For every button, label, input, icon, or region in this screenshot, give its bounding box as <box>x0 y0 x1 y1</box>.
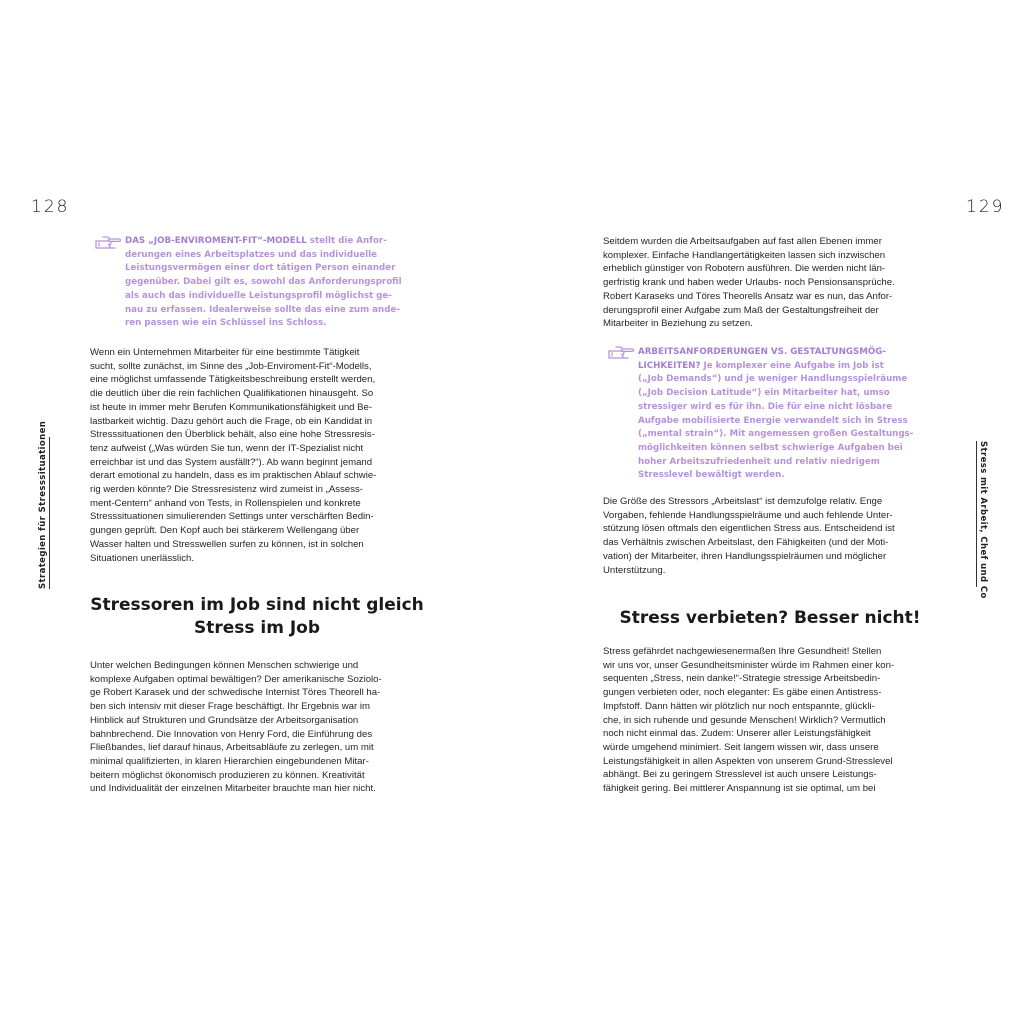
section-heading: Stressoren im Job sind nicht gleich Stress im Job <box>90 595 424 638</box>
paragraph: Stress gefährdet nachgewiesenermaßen Ihre Gesundheit! Stellen wir uns vor, unser Gesundheitsminister würde im Rahmen einer kon- sequenten „Stress, nein danke!“-Strategie stressige Arbeitsbedin- gungen verbieten oder, noch eleganter: Es gäbe einen Antistress- Impfstoff. Dann hätten wir plötzlich nur noch entspannte, glückli- che, in sich ruhende und gesunde Menschen! Wirklich? Vermutlich noch nicht einmal das. Zudem: Unserer aller Leistungsfähigkeit würde umgehend minimiert. Seit langem wissen wir, dass unsere Leistungsfähigkeit in allen Aspekten von unserem Grund-Stresslevel abhängt. Bei zu geringem Stresslevel ist auch unsere Leistungs- fähigkeit gering. Bei mittlerer Anspannung ist sie optimal, um bei <box>603 646 895 795</box>
section-label-left: Strategien für Stresssituationen <box>38 420 48 589</box>
pointing-hand-icon <box>608 346 634 360</box>
paragraph: Unter welchen Bedingungen können Menschen schwierige und komplexe Aufgaben optimal bewältigen? Der amerikanische Soziolo- ge Robert Karasek und der schwedische Internist Töres Theorell ha- ben sich intensiv mit dieser Frage beschäftigt. Ihr Ergebnis war im Hinblick auf Strukturen und Grundsätze der Arbeitsorganisation bahnbrechend. Die Innovation von Henry Ford, die Einführung des Fließbandes, lief darauf hinaus, Arbeitsabläufe zu zerlegen, um mit minimal qualifizierten, in klaren Hierarchien eingebundenen Mitar- beitern möglichst ökonomisch produzieren zu können. Kreativität und Individualität der einzelnen Mitarbeiter brauchte man hier nicht. <box>90 660 382 795</box>
page-number-right: 129 <box>966 197 1005 217</box>
pointing-hand-icon <box>95 236 121 250</box>
info-box-text: Je komplexer eine Aufgabe im Job ist („Job Demands“) und je weniger Handlungsspielräume („Job Decision Latitude“) ein Mitarbeiter hat, umso stressiger wird es für ihn. Die für eine nicht lösbare Aufgabe mobilisierte Energie verwandelt sich in Stress („mental strain“). Mit angemessen großen Gestaltungs- möglichkeiten können selbst schwierige Aufgaben bei hoher Arbeitszufriedenheit und relativ niedrigem Stresslevel bewältigt werden. <box>638 360 914 481</box>
info-box-text: stellt die Anfor- derungen eines Arbeitsplatzes und das individuelle Leistungsvermögen einer dort tätigen Person einander gegenüber. Dabei gilt es, sowohl das Anforderungsprofil als auch das individuelle Leistungsprofil möglichst ge- nau zu erfassen. Idealerweise sollte das eine zum ande- ren passen wie ein Schlüssel ins Schloss. <box>125 236 402 329</box>
paragraph: Die Größe des Stressors „Arbeitslast“ ist demzufolge relativ. Enge Vorgaben, fehlende Handlungsspielräume und auch fehlende Unter- stützung lösen oftmals den eigentlichen Stress aus. Entscheidend ist das Verhältnis zwischen Arbeitslast, den Fähigkeiten (und der Moti- vation) der Mitarbeiter, ihren Handlungsspielräumen und möglicher Unterstützung. <box>603 496 895 576</box>
info-box-arbeitsanforderungen <box>638 346 938 483</box>
info-box-job-enviroment-fit <box>125 235 425 331</box>
info-box-title: DAS „JOB-ENVIROMENT-FIT“-MODELL <box>125 236 307 246</box>
section-label-right: Stress mit Arbeit, Chef und Co <box>978 441 988 599</box>
info-box-title: ARBEITSANFORDERUNGEN VS. GESTALTUNGSMÖG- LICHKEITEN? <box>638 347 887 371</box>
page-number-left: 128 <box>31 197 70 217</box>
paragraph: Seitdem wurden die Arbeitsaufgaben auf fast allen Ebenen immer komplexer. Einfache Handlangertätigkeiten lassen sich inzwischen erheblich günstiger von Robotern ausführen. Die werden nicht län- gerfristig krank und haben weder Urlaubs- noch Pensionsansprüche. Robert Karaseks und Töres Theorells Ansatz war es nun, das Anfor- derungsprofil einer Aufgabe zum Maß der Gestaltungsfreiheit der Mitarbeiter in Beziehung zu setzen. <box>603 236 895 330</box>
paragraph: Wenn ein Unternehmen Mitarbeiter für eine bestimmte Tätigkeit sucht, sollte zunächst, im Sinne des „Job-Enviroment-Fit“-Modells, eine möglichst umfassende Tätigkeitsbeschreibung erstellt werden, die deutlich über die rein fachlichen Qualifikationen hinausgeht. So ist heute in immer mehr Berufen Kommunikationsfähigkeit und Be- lastbarkeit wichtig. Dazu gehört auch die Frage, ob ein Kandidat in Stresssituationen den Überblick behält, also eine hohe Stressresis- tenz aufweist („Was würden Sie tun, wenn der IT-Spezialist nicht erreichbar ist und das System ausfällt?“). Ab wann beginnt jemand derart emotional zu handeln, dass es im praktischen Ablauf schwie- rig werden könnte? Die Stressresistenz wird zumeist in „Assess- ment-Centern“ anhand von Tests, in Rollenspielen und konkrete Stresssituationen simulierenden Settings unter verschärften Bedin- gungen geprüft. Den Kopf auch bei stärkerem Wellengang über Wasser halten und Stresswellen surfen zu können, ist in solchen Situationen unerlässlich. <box>90 347 377 564</box>
section-heading: Stress verbieten? Besser nicht! <box>619 608 921 628</box>
